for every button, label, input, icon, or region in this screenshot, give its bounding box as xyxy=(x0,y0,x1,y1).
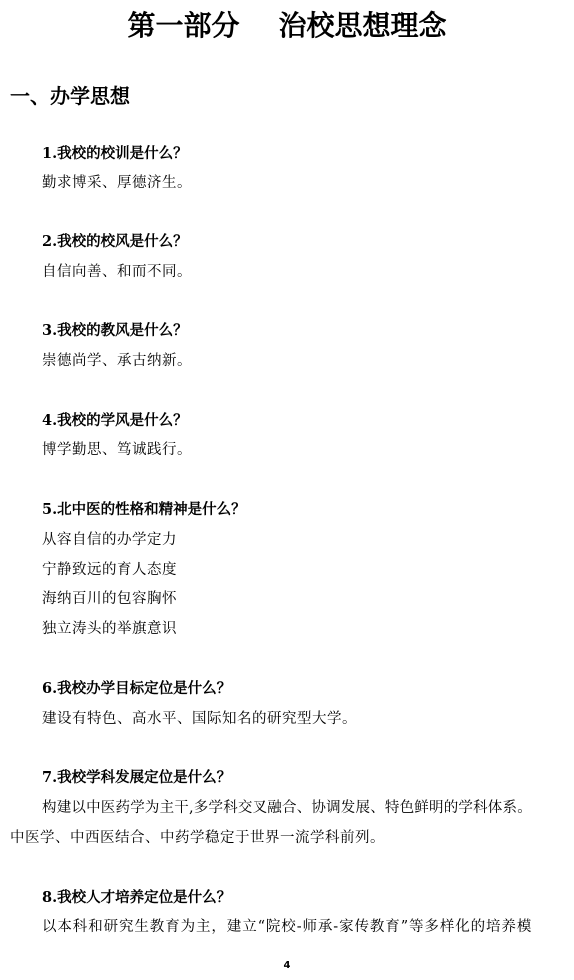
answer-5-line-3: 海纳百川的包容胸怀 xyxy=(42,591,177,607)
question-1: 1.我校的校训是什么？ xyxy=(42,145,188,162)
section-title: 一、办学思想 xyxy=(10,84,130,108)
answer-5-line-1: 从容自信的办学定力 xyxy=(42,532,177,548)
question-2: 2.我校的校风是什么？ xyxy=(42,233,188,250)
answer-7-line-2: 中医学、中西医结合、中药学稳定于世界一流学科前列。 xyxy=(10,830,385,846)
answer-7-line-1: 构建以中医药学为主干,多学科交叉融合、协调发展、特色鲜明的学科体系。 xyxy=(42,800,532,816)
answer-6: 建设有特色、高水平、国际知名的研究型大学。 xyxy=(42,711,357,727)
answer-4: 博学勤思、笃诚践行。 xyxy=(42,442,192,458)
answer-1: 勤求博采、厚德济生。 xyxy=(42,175,192,191)
answer-2: 自信向善、和而不同。 xyxy=(42,264,192,280)
question-7: 7.我校学科发展定位是什么？ xyxy=(42,769,232,786)
answer-5-line-2: 宁静致远的育人态度 xyxy=(42,562,177,578)
answer-5-line-4: 独立涛头的举旗意识 xyxy=(42,621,177,637)
page-title: 第一部分 治校思想理念 xyxy=(127,9,447,42)
page-number: 4 xyxy=(283,960,291,971)
question-5: 5.北中医的性格和精神是什么？ xyxy=(42,501,246,518)
answer-3: 崇德尚学、承古纳新。 xyxy=(42,353,192,369)
question-4: 4.我校的学风是什么？ xyxy=(42,412,188,429)
question-3: 3.我校的教风是什么？ xyxy=(42,322,188,339)
question-8: 8.我校人才培养定位是什么？ xyxy=(42,889,232,906)
answer-8-line-1: 以本科和研究生教育为主，建立“院校-师承-家传教育”等多样化的培养模 xyxy=(42,919,533,935)
question-6: 6.我校办学目标定位是什么？ xyxy=(42,680,232,697)
